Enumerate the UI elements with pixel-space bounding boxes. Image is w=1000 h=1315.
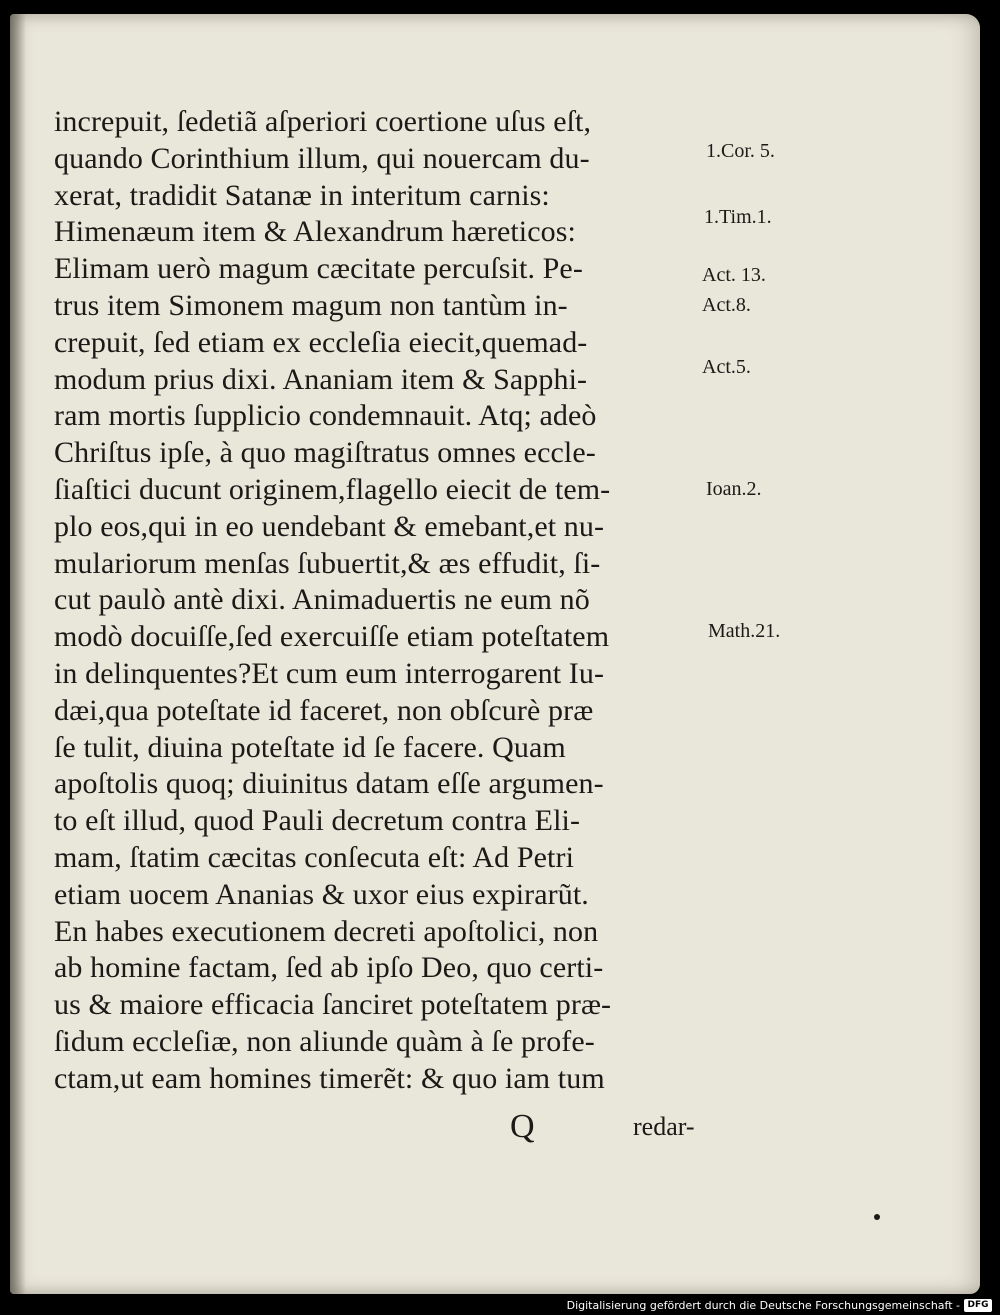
text-line: ſidum eccleſiæ, non aliunde quàm à ſe profe- xyxy=(54,1024,595,1058)
text-line: quando Corinthium illum, qui nouercam du- xyxy=(54,141,590,175)
text-line: in delinquentes?Et cum eum interrogarent Iu- xyxy=(54,656,605,690)
ink-speck xyxy=(874,1214,880,1220)
text-line: etiam uocem Ananias & uxor eius expirarũt. xyxy=(54,877,589,911)
text-line: ſiaſtici ducunt originem,flagello eiecit de tem- xyxy=(54,472,611,506)
text-line: modum prius dixi. Ananiam item & Sapphi- xyxy=(54,362,588,396)
text-line: Chriſtus ipſe, à quo magiſtratus omnes eccle- xyxy=(54,436,596,470)
main-text-block xyxy=(54,104,714,1098)
text-line: ab homine factam, ſed ab ipſo Deo, quo certi- xyxy=(54,951,604,985)
text-line: plo eos,qui in eo uendebant & emebant,et nu- xyxy=(54,509,605,543)
text-line: ſe tulit, diuina poteſtate id ſe facere. Quam xyxy=(54,730,566,764)
text-line: crepuit, ſed etiam ex eccleſia eiecit,quemad- xyxy=(54,325,588,359)
marginal-note: 1.Tim.1. xyxy=(704,206,772,228)
text-line: modò docuiſſe,ſed exercuiſſe etiam poteſtatem xyxy=(54,620,610,654)
marginal-note: Act.5. xyxy=(702,356,751,378)
catchword: redar- xyxy=(633,1112,695,1141)
text-line: En habes executionem decreti apoſtolici, non xyxy=(54,914,599,948)
text-line: us & maiore efficacia ſanciret poteſtatem præ- xyxy=(54,988,612,1022)
gutter-shadow xyxy=(10,14,26,1294)
text-line: apoſtolis quoq; diuinitus datam eſſe argumen- xyxy=(54,767,604,801)
text-line: ram mortis ſupplicio condemnauit. Atq; adeò xyxy=(54,399,597,433)
text-line: to eſt illud, quod Pauli decretum contra Eli- xyxy=(54,804,581,838)
marginal-note: Ioan.2. xyxy=(706,478,762,500)
page-footer-marks xyxy=(0,1108,1000,1148)
marginal-note: 1.Cor. 5. xyxy=(706,140,775,162)
signature-mark: Q xyxy=(510,1108,535,1145)
text-line: Himenæum item & Alexandrum hæreticos: xyxy=(54,215,576,249)
footer-credit: Digitalisierung gefördert durch die Deutsche Forschungsgemeinschaft - xyxy=(566,1299,960,1312)
dfg-logo: DFG xyxy=(964,1299,992,1312)
text-line: ctam,ut eam homines timerẽt: & quo iam tum xyxy=(54,1061,605,1095)
text-line: cut paulò antè dixi. Animaduertis ne eum nõ xyxy=(54,583,590,617)
text-line: Elimam uerò magum cæcitate percuſsit. Pe- xyxy=(54,252,583,286)
marginal-note: Math.21. xyxy=(708,620,781,642)
text-line: xerat, tradidit Satanæ in interitum carnis: xyxy=(54,178,550,212)
marginal-note: Act.8. xyxy=(702,294,751,316)
text-line: increpuit, ſedetiã aſperiori coertione uſus eſt, xyxy=(54,105,592,138)
text-line: mam, ſtatim cæcitas conſecuta eſt: Ad Petri xyxy=(54,840,574,874)
marginal-note: Act. 13. xyxy=(702,264,766,286)
text-line: trus item Simonem magum non tantùm in- xyxy=(54,288,568,322)
text-line: dæi,qua poteſtate id faceret, non obſcurè præ xyxy=(54,693,594,727)
text-line: mulariorum menſas ſubuertit,& æs effudit, ſi- xyxy=(54,546,601,580)
digitization-footer xyxy=(0,1297,1000,1315)
